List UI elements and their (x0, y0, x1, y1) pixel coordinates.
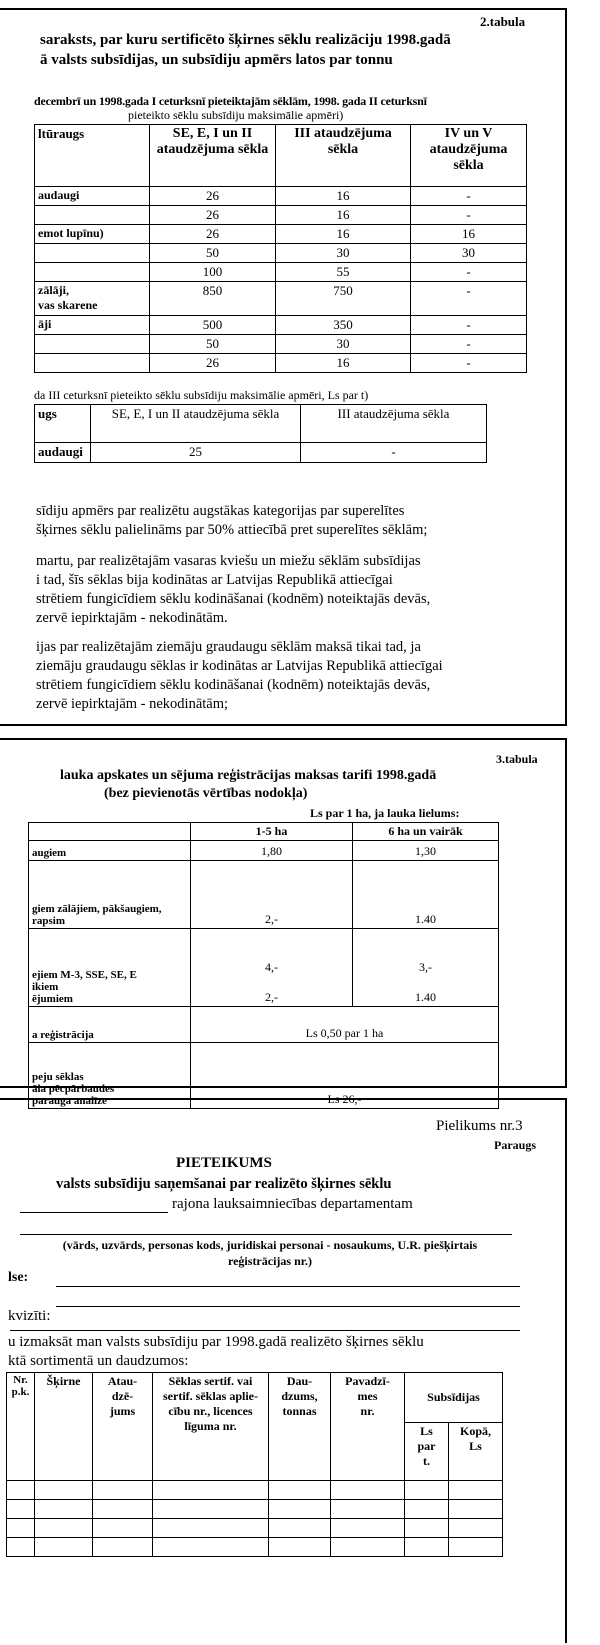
table3-row (29, 929, 499, 1007)
appendix-empty-cell[interactable] (331, 1500, 405, 1519)
paragraph-3-line: ziemāju graudaugu sēklas ir kodinātas ar Latvijas Republikā attiecīgai (36, 658, 443, 674)
table2-value-cell: 26 (150, 354, 276, 373)
appendix-empty-row (7, 1500, 503, 1519)
col-header-crop: ltūraugs (35, 125, 150, 187)
sub-row-se-ii: 25 (91, 443, 301, 463)
paragraph-3 (36, 638, 556, 714)
appendix-department: rajona lauksaimniecības departamentam (172, 1196, 413, 1212)
table2-crop-cell: zālāji, vas skarene (35, 282, 150, 316)
table2-subtitle2: pieteikto sēklu subsīdiju maksimālie apmēri) (128, 108, 344, 122)
appendix-empty-cell[interactable] (405, 1538, 449, 1557)
table2-sub (34, 404, 487, 463)
table3-row-label: peju sēklas āla pēcpārbaudes parauga analīze (29, 1043, 191, 1109)
appendix-empty-cell[interactable] (331, 1519, 405, 1538)
table2-value-cell: - (411, 335, 527, 354)
paragraph-2-line: strētiem fungicīdiem sēklu kodināšanai (kodnēm) noteiktajās devās, (36, 591, 431, 607)
t3-col-header-small: 1-5 ha (191, 823, 353, 841)
table2-value-cell: 30 (276, 244, 411, 263)
table2-value-cell: - (411, 206, 527, 225)
table2-label: 2.tabula (480, 14, 526, 29)
app-col-reproduction: Atau- dzē- jums (93, 1373, 153, 1481)
table3-value-small: 4,- 2,- (191, 929, 353, 1007)
table3-value-small: 1,80 (191, 841, 353, 861)
table3-row-label: ejiem M-3, SSE, SE, E ikiem ējumiem (29, 929, 191, 1007)
appendix-empty-cell[interactable] (449, 1500, 503, 1519)
appendix-empty-cell[interactable] (93, 1500, 153, 1519)
table3-unit-caption: Ls par 1 ha, ja lauka lielums: (310, 806, 460, 820)
paragraph-3-line: zervē iepirktajām - nekodinātām; (36, 696, 229, 712)
appendix-empty-cell[interactable] (7, 1500, 35, 1519)
applicant-line (20, 1234, 512, 1235)
request-line1: u izmaksāt man valsts subsīdiju par 1998.gadā realizēto šķirnes sēklu (8, 1334, 424, 1350)
table3-value-small: 2,- (191, 861, 353, 929)
appendix-table (6, 1372, 503, 1557)
table2-value-cell: 26 (150, 187, 276, 206)
appendix-empty-row (7, 1519, 503, 1538)
table2-value-cell: 30 (276, 335, 411, 354)
appendix-empty-cell[interactable] (35, 1500, 93, 1519)
appendix-empty-cell[interactable] (449, 1481, 503, 1500)
app-col-total: Kopā, Ls (449, 1423, 503, 1481)
sub-col-header-crop: ugs (35, 405, 91, 443)
table3-value-large: 1.40 (353, 861, 499, 929)
appendix-empty-cell[interactable] (331, 1538, 405, 1557)
table2-row (35, 354, 527, 373)
table2-row (35, 335, 527, 354)
appendix-empty-cell[interactable] (269, 1500, 331, 1519)
table2-value-cell: 16 (276, 225, 411, 244)
table2-value-cell: 50 (150, 335, 276, 354)
app-col-nr: Nr. p.k. (7, 1373, 35, 1481)
table2-value-cell: 26 (150, 206, 276, 225)
table2-value-cell: 50 (150, 244, 276, 263)
appendix-empty-cell[interactable] (93, 1481, 153, 1500)
appendix-empty-cell[interactable] (269, 1481, 331, 1500)
table2-row (35, 282, 527, 316)
paragraph-2-line: zervē iepirktajām - nekodinātām. (36, 610, 228, 626)
table2-value-cell: 30 (411, 244, 527, 263)
sub-row-label: audaugi (35, 443, 91, 463)
app-col-subsidies: Subsīdijas (405, 1373, 503, 1423)
table2-value-cell: 100 (150, 263, 276, 282)
appendix-title: PIETEIKUMS (176, 1155, 272, 1171)
app-col-waybill: Pavadzī- mes nr. (331, 1373, 405, 1481)
appendix-empty-cell[interactable] (35, 1481, 93, 1500)
sub-col-header-iii: III ataudzējuma sēkla (301, 405, 487, 443)
table2-value-cell: 26 (150, 225, 276, 244)
table2-value-cell: - (411, 354, 527, 373)
sub-row-iii: - (301, 443, 487, 463)
appendix-empty-cell[interactable] (153, 1519, 269, 1538)
appendix-empty-cell[interactable] (153, 1481, 269, 1500)
table2-crop-cell (35, 354, 150, 373)
requisites-line (10, 1330, 520, 1331)
appendix-empty-cell[interactable] (93, 1538, 153, 1557)
appendix-subtitle: valsts subsīdiju saņemšanai par realizēto šķirnes sēklu (56, 1176, 392, 1192)
table2-value-cell: - (411, 187, 527, 206)
address-label: lse: (8, 1270, 29, 1285)
table2-crop-cell: audaugi (35, 187, 150, 206)
table2-value-cell: 750 (276, 282, 411, 316)
paragraph-3-line: ijas par realizētajām ziemāju graudaugu sēklām maksā tikai tad, ja (36, 639, 421, 655)
app-col-ls-per-t: Ls par t. (405, 1423, 449, 1481)
appendix-note-line2: reģistrācijas nr.) (228, 1254, 312, 1268)
table2-value-cell: 16 (276, 187, 411, 206)
department-blank-line (20, 1212, 168, 1213)
app-col-certificate: Sēklas sertif. vai sertif. sēklas apliecību nr., licences līguma nr. (153, 1373, 269, 1481)
t3-blank-header (29, 823, 191, 841)
table3-value-large: 3,- 1.40 (353, 929, 499, 1007)
table2-subtitle: decembrī un 1998.gada I ceturksnī pieteiktajām sēklām, 1998. gada II ceturksnī (34, 94, 427, 108)
appendix-empty-cell[interactable] (7, 1481, 35, 1500)
table2-value-cell: - (411, 263, 527, 282)
appendix-empty-cell[interactable] (153, 1500, 269, 1519)
table2-value-cell: 55 (276, 263, 411, 282)
appendix-empty-cell[interactable] (269, 1519, 331, 1538)
col-header-se-ii: SE, E, I un II ataudzējuma sēkla (150, 125, 276, 187)
paragraph-2 (36, 552, 556, 628)
table2-value-cell: 16 (276, 354, 411, 373)
table3-row-label: a reģistrācija (29, 1007, 191, 1043)
paragraph-3-line: strētiem fungicīdiem sēklu kodināšanai (kodnēm) noteiktajās devās, (36, 677, 431, 693)
table3-row (29, 1007, 499, 1043)
address-line-2 (56, 1306, 520, 1307)
table3-title-line1: lauka apskates un sējuma reģistrācijas maksas tarifi 1998.gadā (60, 768, 437, 783)
app-col-variety: Šķirne (35, 1373, 93, 1481)
appendix-empty-cell[interactable] (405, 1519, 449, 1538)
table2-row (35, 206, 527, 225)
table2-crop-cell: āji (35, 316, 150, 335)
address-line-1 (56, 1286, 520, 1287)
appendix-empty-row (7, 1481, 503, 1500)
table2-value-cell: 16 (411, 225, 527, 244)
table2-crop-cell (35, 263, 150, 282)
table2-title-line1: saraksts, par kuru sertificēto šķirnes sēklu realizāciju 1998.gadā (40, 32, 451, 48)
paragraph-1-line: šķirnes sēklu palielināms par 50% attiecībā pret superelītes sēklām; (36, 522, 428, 538)
col-header-iv-v: IV un V ataudzējuma sēkla (411, 125, 527, 187)
appendix-empty-cell[interactable] (269, 1538, 331, 1557)
table2-row (35, 316, 527, 335)
table3-row (29, 861, 499, 929)
table2-crop-cell (35, 244, 150, 263)
appendix-empty-cell[interactable] (449, 1538, 503, 1557)
table2-row (35, 244, 527, 263)
table2-value-cell: 500 (150, 316, 276, 335)
table2-row (35, 187, 527, 206)
appendix-sample: Paraugs (494, 1138, 536, 1152)
table2-sub-caption: da III ceturksnī pieteikto sēklu subsīdiju maksimālie apmēri, Ls par t) (34, 388, 369, 402)
requisites-label: kvizīti: (8, 1308, 51, 1324)
table3-row (29, 841, 499, 861)
app-col-quantity: Dau- dzums, tonnas (269, 1373, 331, 1481)
t3-col-header-large: 6 ha un vairāk (353, 823, 499, 841)
table2-crop-cell: emot lupīnu) (35, 225, 150, 244)
appendix-label: Pielikums nr.3 (436, 1118, 523, 1134)
table3-merged-value: Ls 0,50 par 1 ha (191, 1007, 499, 1043)
table2-crop-cell (35, 206, 150, 225)
table2-value-cell: 16 (276, 206, 411, 225)
table3-row-label: augiem (29, 841, 191, 861)
appendix-empty-cell[interactable] (35, 1538, 93, 1557)
paragraph-2-line: martu, par realizētajām vasaras kviešu un miežu sēklām subsīdijas (36, 553, 421, 569)
table2-value-cell: - (411, 316, 527, 335)
appendix-empty-cell[interactable] (7, 1519, 35, 1538)
paragraph-1 (36, 502, 556, 540)
sub-col-header-se-ii: SE, E, I un II ataudzējuma sēkla (91, 405, 301, 443)
table2-main (34, 124, 527, 373)
paragraph-2-line: i tad, šīs sēklas bija kodinātas ar Latvijas Republikā attiecīgai (36, 572, 393, 588)
table2-value-cell: 350 (276, 316, 411, 335)
table3-label: 3.tabula (496, 752, 538, 766)
appendix-empty-cell[interactable] (153, 1538, 269, 1557)
appendix-empty-cell[interactable] (93, 1519, 153, 1538)
table2-value-cell: 850 (150, 282, 276, 316)
col-header-iii: III ataudzējuma sēkla (276, 125, 411, 187)
table2-row (35, 225, 527, 244)
request-line2: ktā sortimentā un daudzumos: (8, 1353, 189, 1369)
appendix-empty-cell[interactable] (405, 1481, 449, 1500)
appendix-note-line1: (vārds, uzvārds, personas kods, juridiskai personai - nosaukums, U.R. piešķirtais (62, 1238, 478, 1252)
paragraph-1-line: sīdiju apmērs par realizētu augstākas kategorijas par superelītes (36, 503, 405, 519)
appendix-empty-cell[interactable] (7, 1538, 35, 1557)
appendix-empty-cell[interactable] (331, 1481, 405, 1500)
table3-title-line2: (bez pievienotās vērtības nodokļa) (104, 786, 308, 801)
table3-merged-value: Ls 26,- (191, 1043, 499, 1109)
table3-row-label: giem zālājiem, pākšaugiem, rapsim (29, 861, 191, 929)
table3-value-large: 1,30 (353, 841, 499, 861)
table2-crop-cell (35, 335, 150, 354)
table2-value-cell: - (411, 282, 527, 316)
table2-title-line2: ā valsts subsīdijas, un subsīdiju apmērs latos par tonnu (40, 52, 393, 68)
appendix-empty-row (7, 1538, 503, 1557)
table2-row (35, 263, 527, 282)
appendix-empty-cell[interactable] (405, 1500, 449, 1519)
appendix-empty-cell[interactable] (449, 1519, 503, 1538)
table3-main (28, 822, 499, 1109)
appendix-empty-cell[interactable] (35, 1519, 93, 1538)
